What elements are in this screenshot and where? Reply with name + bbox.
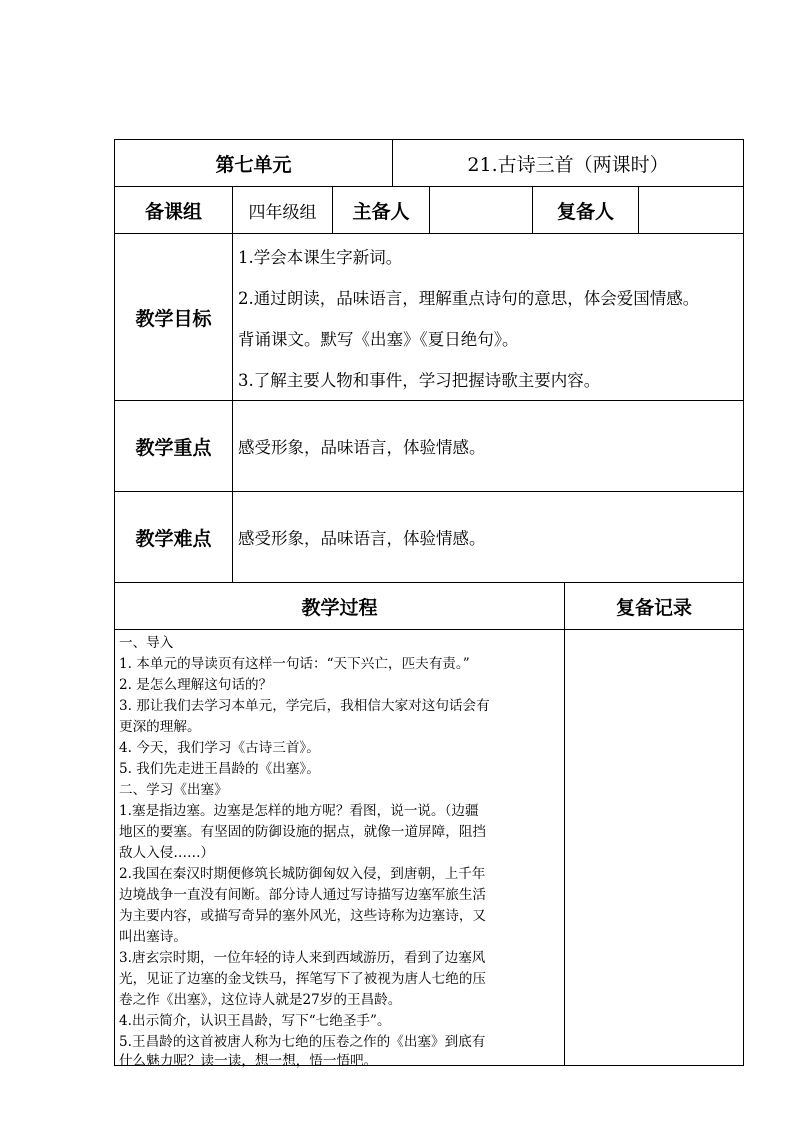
prep-group-label: 备课组 xyxy=(144,200,202,223)
process-header-cell xyxy=(114,582,565,630)
process-line: 4.出示简介，认识王昌龄，写下“七绝圣手”。 xyxy=(119,1013,391,1029)
objective-line: 2.通过朗读，品味语言，理解重点诗句的意思，体会爱国情感。 xyxy=(238,289,700,308)
process-line: 5. 我们先走进王昌龄的《出塞》。 xyxy=(119,761,320,777)
lesson-cell xyxy=(392,139,744,187)
process-line: 叫出塞诗。 xyxy=(119,929,187,945)
difficulties-label: 教学难点 xyxy=(135,527,212,550)
process-line: 3. 那让我们去学习本单元，学完后，我相信大家对这句话会有 xyxy=(119,698,490,714)
difficulties-text: 感受形象，品味语言，体验情感。 xyxy=(238,529,486,548)
main-preparer-label: 主备人 xyxy=(352,200,410,223)
process-line: 更深的理解。 xyxy=(119,719,201,735)
difficulties-label-cell xyxy=(114,491,233,583)
process-line: 二、学习《出塞》 xyxy=(119,782,228,798)
process-header: 教学过程 xyxy=(301,596,378,619)
process-line: 光，见证了边塞的金戈铁马，挥笔写下了被视为唐人七绝的压 xyxy=(119,971,487,987)
prep-group-label-cell xyxy=(114,186,233,234)
reviewer-label-cell xyxy=(532,186,639,234)
key-points-text: 感受形象，品味语言，体验情感。 xyxy=(238,438,486,457)
key-points-label: 教学重点 xyxy=(135,436,212,459)
lesson-title: 21.古诗三首（两课时） xyxy=(467,153,669,176)
process-line: 3.唐玄宗时期，一位年轻的诗人来到西域游历，看到了边塞风 xyxy=(119,950,486,966)
record-header-cell xyxy=(564,582,744,630)
unit-title: 第七单元 xyxy=(215,153,292,176)
prep-group-value-cell xyxy=(232,186,333,234)
process-line: 2.我国在秦汉时期便修筑长城防御匈奴入侵，到唐朝，上千年 xyxy=(119,866,486,882)
process-line: 为主要内容，或描写奇异的塞外风光，这些诗称为边塞诗，又 xyxy=(119,908,487,924)
key-points-label-cell xyxy=(114,400,233,492)
record-content-cell xyxy=(564,629,744,1066)
process-line: 1. 本单元的导读页有这样一句话：“天下兴亡，匹夫有责。” xyxy=(119,656,470,672)
process-line: 卷之作《出塞》，这位诗人就是27岁的王昌龄。 xyxy=(119,992,402,1008)
record-header: 复备记录 xyxy=(615,596,692,619)
process-line: 2. 是怎么理解这句话的？ xyxy=(119,677,273,693)
reviewer-value-cell xyxy=(638,186,744,234)
process-line: 边境战争一直没有间断。部分诗人通过写诗描写边塞军旅生活 xyxy=(119,887,487,903)
process-line: 地区的要塞。有坚固的防御设施的据点，就像一道屏障，阻挡 xyxy=(119,824,487,840)
objective-line: 背诵课文。默写《出塞》《夏日绝句》。 xyxy=(238,330,519,349)
process-line: 5.王昌龄的这首被唐人称为七绝的压卷之作的《出塞》到底有 xyxy=(119,1034,486,1050)
prep-group-value: 四年级组 xyxy=(248,202,317,223)
objective-line: 3.了解主要人物和事件，学习把握诗歌主要内容。 xyxy=(238,371,601,390)
process-line: 一、导入 xyxy=(119,635,174,651)
process-line: 敌人入侵……） xyxy=(119,845,215,861)
main-preparer-value-cell xyxy=(429,186,533,234)
objectives-label: 教学目标 xyxy=(135,307,212,330)
process-line: 4. 今天，我们学习《古诗三首》。 xyxy=(119,740,320,756)
process-line: 什么魅力呢？读一读，想一想，悟一悟吧。 xyxy=(119,1053,378,1069)
objective-line: 1.学会本课生字新词。 xyxy=(238,248,403,267)
unit-cell xyxy=(114,139,393,187)
reviewer-label: 复备人 xyxy=(556,200,614,223)
process-line: 1.塞是指边塞。边塞是怎样的地方呢？看图，说一说。（边疆 xyxy=(119,803,479,819)
objectives-label-cell xyxy=(114,233,233,401)
main-preparer-label-cell xyxy=(332,186,430,234)
